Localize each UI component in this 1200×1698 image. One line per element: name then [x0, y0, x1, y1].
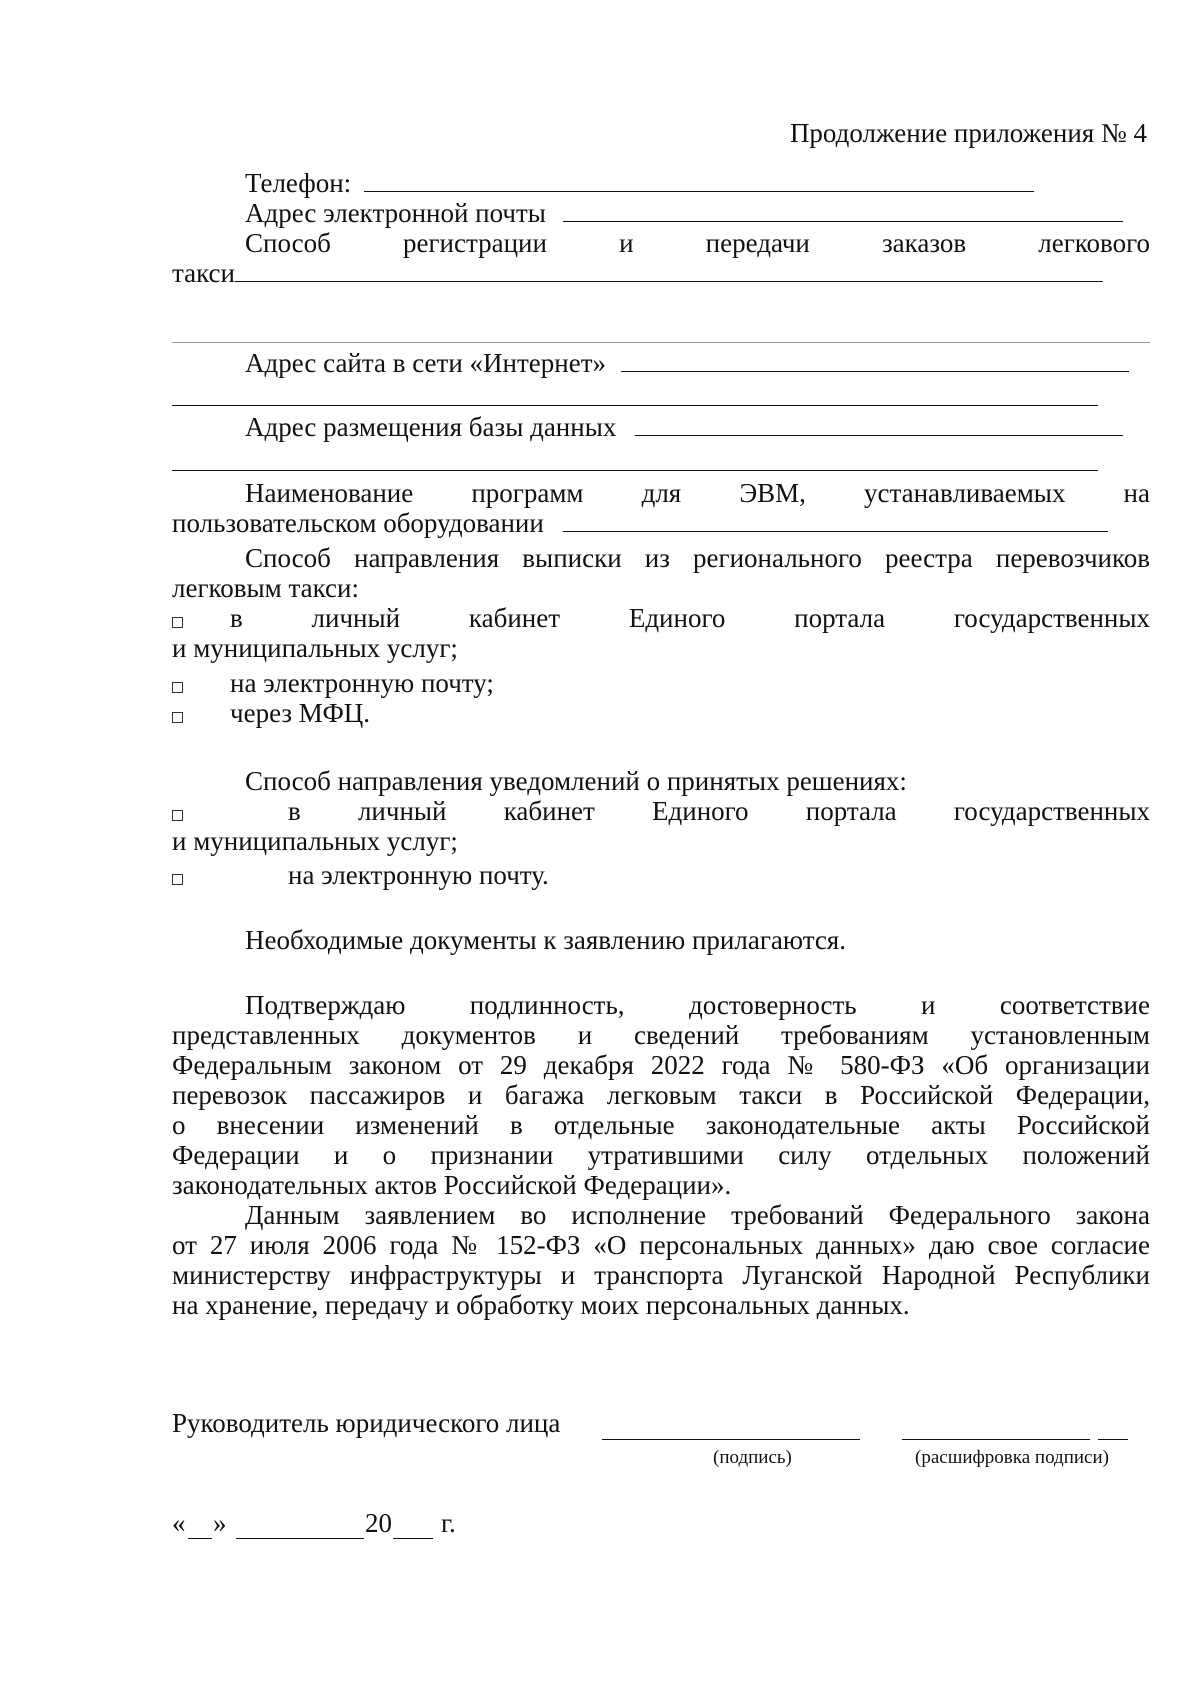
continuation-header: Продолжение приложения № 4 — [789, 118, 1147, 148]
word: и — [619, 228, 634, 258]
word: ЭВМ, — [739, 478, 806, 508]
word: передачи — [705, 228, 810, 258]
registration-method-field[interactable] — [235, 259, 1103, 282]
software-line1 — [172, 478, 1150, 508]
database-field[interactable] — [635, 413, 1123, 436]
word: Способ — [245, 228, 331, 258]
database-label: Адрес размещения базы данных — [245, 412, 617, 442]
database-row — [172, 412, 1150, 442]
extract-option1-checkbox[interactable] — [172, 606, 183, 636]
database-field-line2[interactable] — [172, 470, 1098, 471]
documents-note — [172, 925, 1150, 955]
confirmation-line: перевозок пассажиров и багажа легковым такси в Российской Федерации, — [172, 1080, 1150, 1110]
notifications-option2-label: на электронную почту. — [288, 860, 549, 890]
taxi-label: такси — [172, 258, 235, 288]
phone-row — [172, 168, 1150, 198]
notifications-title-text: Способ направления уведомлений о принятых решениях: — [245, 766, 907, 796]
word: на — [1123, 478, 1150, 508]
website-row — [172, 348, 1150, 378]
website-label: Адрес сайта в сети «Интернет» — [245, 348, 606, 378]
consent-line: Данным заявлением во исполнение требований Федерального закона — [245, 1200, 1150, 1230]
consent-line: от 27 июля 2006 года № 152-ФЗ «О персональных данных» даю свое согласие — [172, 1230, 1150, 1260]
notifications-option2-checkbox[interactable] — [172, 863, 183, 893]
word: программ — [471, 478, 584, 508]
confirmation-line: законодательных актов Российской Федерации». — [172, 1170, 732, 1200]
notifications-option1-line2: и муниципальных услуг; — [172, 826, 458, 856]
phone-field[interactable] — [364, 169, 1034, 192]
email-label: Адрес электронной почты — [245, 198, 546, 228]
consent-line: министерству инфраструктуры и транспорта Луганской Народной Республики — [172, 1260, 1150, 1290]
signature-field[interactable] — [602, 1439, 860, 1440]
date-day-field[interactable] — [188, 1538, 212, 1539]
confirmation-line: о внесении изменений в отдельные законодательные акты Российской — [172, 1110, 1150, 1140]
date-open-quote: « — [172, 1508, 186, 1538]
extract-title-line2: легковым такси: — [172, 573, 359, 603]
website-field-line2[interactable] — [172, 405, 1098, 406]
word: для — [641, 478, 682, 508]
extract-option1-line2: и муниципальных услуг; — [172, 633, 458, 663]
phone-label: Телефон: — [245, 168, 352, 198]
notifications-option1-checkbox[interactable] — [172, 799, 183, 829]
software-label: пользовательском оборудовании — [172, 508, 544, 538]
extract-option3-checkbox[interactable] — [172, 701, 183, 731]
signature-row — [172, 1408, 1150, 1438]
extract-option1-line1: в личный кабинет Единого портала государственных — [230, 603, 1150, 633]
confirmation-line: Федеральным законом от 29 декабря 2022 года № 580-ФЗ «Об организации — [172, 1050, 1150, 1080]
software-field[interactable] — [563, 509, 1108, 532]
extract-option2-label: на электронную почту; — [230, 668, 494, 698]
confirmation-line: Подтверждаю подлинность, достоверность и соответствие — [245, 990, 1150, 1020]
date-year-field[interactable] — [393, 1538, 433, 1539]
signature-extra-field[interactable] — [1098, 1439, 1128, 1440]
email-field[interactable] — [563, 199, 1123, 222]
word: регистрации — [402, 228, 547, 258]
signature-decoding-field[interactable] — [902, 1439, 1090, 1440]
email-row — [172, 198, 1150, 228]
signature-caption: (подпись) — [713, 1447, 792, 1468]
confirmation-line: представленных документов и сведений требованиям установленным — [172, 1020, 1150, 1050]
registration-method-line1 — [172, 228, 1150, 258]
registration-method-line2 — [172, 258, 1150, 288]
notifications-option1-line1: в личный кабинет Единого портала государственных — [288, 796, 1150, 826]
decoding-caption: (расшифровка подписи) — [915, 1447, 1109, 1468]
date-year-prefix: 20 — [365, 1508, 392, 1538]
notifications-title — [172, 766, 1150, 796]
date-month-field[interactable] — [236, 1538, 364, 1539]
signature-label: Руководитель юридического лица — [172, 1408, 561, 1438]
confirmation-line: Федерации и о признании утратившими силу отдельных положений — [172, 1140, 1150, 1170]
extract-option3-label: через МФЦ. — [230, 698, 371, 728]
documents-note-text: Необходимые документы к заявлению прилагаются. — [245, 925, 846, 955]
extract-option2-checkbox[interactable] — [172, 671, 183, 701]
consent-line: на хранение, передачу и обработку моих персональных данных. — [172, 1290, 910, 1320]
website-field[interactable] — [621, 349, 1129, 372]
date-close-quote: » — [213, 1508, 227, 1538]
extract-title-line1: Способ направления выписки из регионального реестра перевозчиков — [245, 543, 1150, 573]
separator-line — [172, 342, 1150, 343]
word: устанавливаемых — [864, 478, 1066, 508]
word: легкового — [1038, 228, 1150, 258]
date-year-suffix: г. — [441, 1508, 456, 1538]
word: Наименование — [245, 478, 414, 508]
word: заказов — [882, 228, 967, 258]
software-line2 — [172, 508, 1150, 538]
